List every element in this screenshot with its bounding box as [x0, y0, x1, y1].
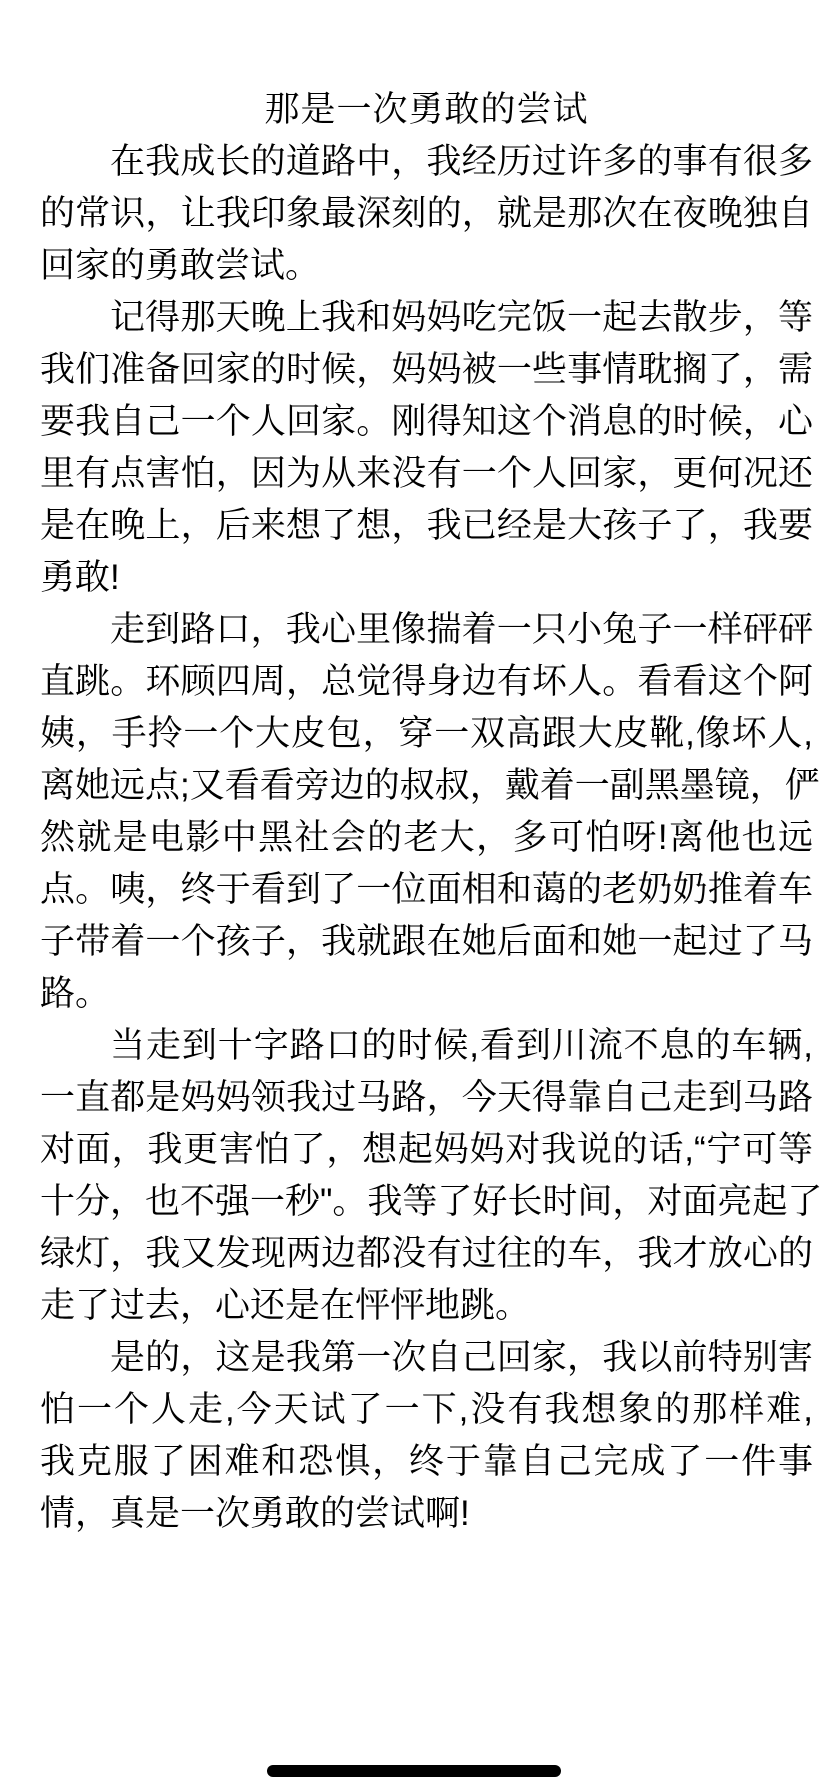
essay-line: 是的，这是我第一次自己回家，我以前特别害 [110, 1338, 813, 1377]
essay-line: 勇敢! [40, 558, 120, 597]
essay-line: 情，真是一次勇敢的尝试啊! [40, 1494, 470, 1533]
essay-line: 绿灯，我又发现两边都没有过往的车，我才放心的 [40, 1234, 813, 1273]
essay-line: 离她远点;又看看旁边的叔叔，戴着一副黑墨镜，俨 [40, 766, 820, 805]
essay-line: 怕一个人走,今天试了一下,没有我想象的那样难, [40, 1390, 813, 1429]
essay-line: 的常识，让我印象最深刻的，就是那次在夜晚独自 [40, 194, 813, 233]
essay-line: 子带着一个孩子，我就跟在她后面和她一起过了马 [40, 922, 813, 961]
essay-line: 直跳。环顾四周，总觉得身边有坏人。看看这个阿 [40, 662, 813, 701]
essay-line: 里有点害怕，因为从来没有一个人回家，更何况还 [40, 454, 813, 493]
essay-line: 要我自己一个人回家。刚得知这个消息的时候，心 [40, 402, 813, 441]
essay-body [40, 136, 823, 1540]
home-indicator[interactable] [267, 1765, 561, 1777]
essay-line: 姨，手拎一个大皮包，穿一双高跟大皮靴,像坏人, [40, 714, 813, 753]
essay-line: 走了过去，心还是在怦怦地跳。 [40, 1286, 531, 1325]
essay-title: 那是一次勇敢的尝试 [264, 90, 589, 129]
essay-line: 一直都是妈妈领我过马路，今天得靠自己走到马路 [40, 1078, 813, 1117]
essay-line: 我克服了困难和恐惧，终于靠自己完成了一件事 [40, 1442, 813, 1481]
essay-line: 路。 [40, 974, 111, 1013]
essay-line: 然就是电影中黑社会的老大，多可怕呀!离他也远 [40, 818, 813, 857]
essay-line: 记得那天晚上我和妈妈吃完饭一起去散步，等 [110, 298, 813, 337]
essay-line: 对面，我更害怕了，想起妈妈对我说的话,“宁可等 [40, 1130, 813, 1169]
essay-line: 十分，也不强一秒"。我等了好长时间，对面亮起了 [40, 1182, 823, 1221]
essay-line: 在我成长的道路中，我经历过许多的事有很多 [110, 142, 813, 181]
essay-line: 回家的勇敢尝试。 [40, 246, 321, 285]
essay-line: 走到路口，我心里像揣着一只小兔子一样砰砰 [110, 610, 813, 649]
essay-line: 点。咦，终于看到了一位面相和蔼的老奶奶推着车 [40, 870, 813, 909]
essay-line: 当走到十字路口的时候,看到川流不息的车辆, [110, 1026, 813, 1065]
essay-line: 我们准备回家的时候，妈妈被一些事情耽搁了，需 [40, 350, 813, 389]
essay-line: 是在晚上，后来想了想，我已经是大孩子了，我要 [40, 506, 813, 545]
